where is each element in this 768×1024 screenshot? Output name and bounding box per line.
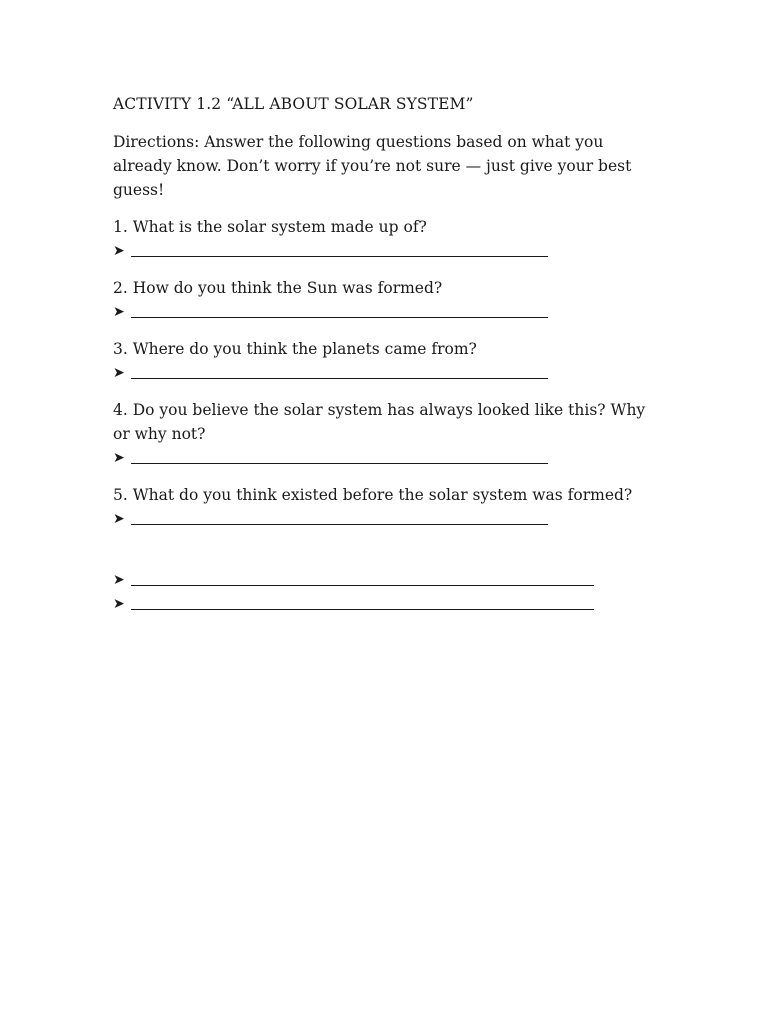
extra-answer-lines <box>113 568 653 616</box>
answer-line[interactable] <box>113 568 653 592</box>
arrow-bullet-icon: ➤ <box>113 304 125 320</box>
question-5 <box>113 483 653 531</box>
question-text: 1. What is the solar system made up of? <box>113 218 427 236</box>
directions-text: Directions: Answer the following questions based on what you already know. Don’t worry if you’re not sure — just give your best guess! <box>113 133 632 199</box>
answer-line[interactable] <box>113 239 653 263</box>
arrow-bullet-icon: ➤ <box>113 572 125 588</box>
question-1 <box>113 215 653 263</box>
question-text: 3. Where do you think the planets came from? <box>113 340 477 358</box>
activity-title: ACTIVITY 1.2 “ALL ABOUT SOLAR SYSTEM” <box>113 95 474 113</box>
question-4 <box>113 398 653 470</box>
answer-blank[interactable] <box>131 462 548 464</box>
answer-blank[interactable] <box>131 377 548 379</box>
answer-line[interactable] <box>113 300 653 324</box>
answer-line[interactable] <box>113 592 653 616</box>
question-text: 5. What do you think existed before the solar system was formed? <box>113 486 633 504</box>
arrow-bullet-icon: ➤ <box>113 511 125 527</box>
answer-line[interactable] <box>113 446 653 470</box>
answer-blank[interactable] <box>131 584 594 586</box>
answer-line[interactable] <box>113 361 653 385</box>
arrow-bullet-icon: ➤ <box>113 596 125 612</box>
arrow-bullet-icon: ➤ <box>113 365 125 381</box>
answer-blank[interactable] <box>131 255 548 257</box>
arrow-bullet-icon: ➤ <box>113 450 125 466</box>
arrow-bullet-icon: ➤ <box>113 243 125 259</box>
worksheet-page <box>113 92 653 616</box>
question-text: 4. Do you believe the solar system has always looked like this? Why or why not? <box>113 401 646 443</box>
answer-blank[interactable] <box>131 608 594 610</box>
question-2 <box>113 276 653 324</box>
question-3 <box>113 337 653 385</box>
answer-blank[interactable] <box>131 316 548 318</box>
question-text: 2. How do you think the Sun was formed? <box>113 279 443 297</box>
answer-line[interactable] <box>113 507 653 531</box>
answer-blank[interactable] <box>131 523 548 525</box>
